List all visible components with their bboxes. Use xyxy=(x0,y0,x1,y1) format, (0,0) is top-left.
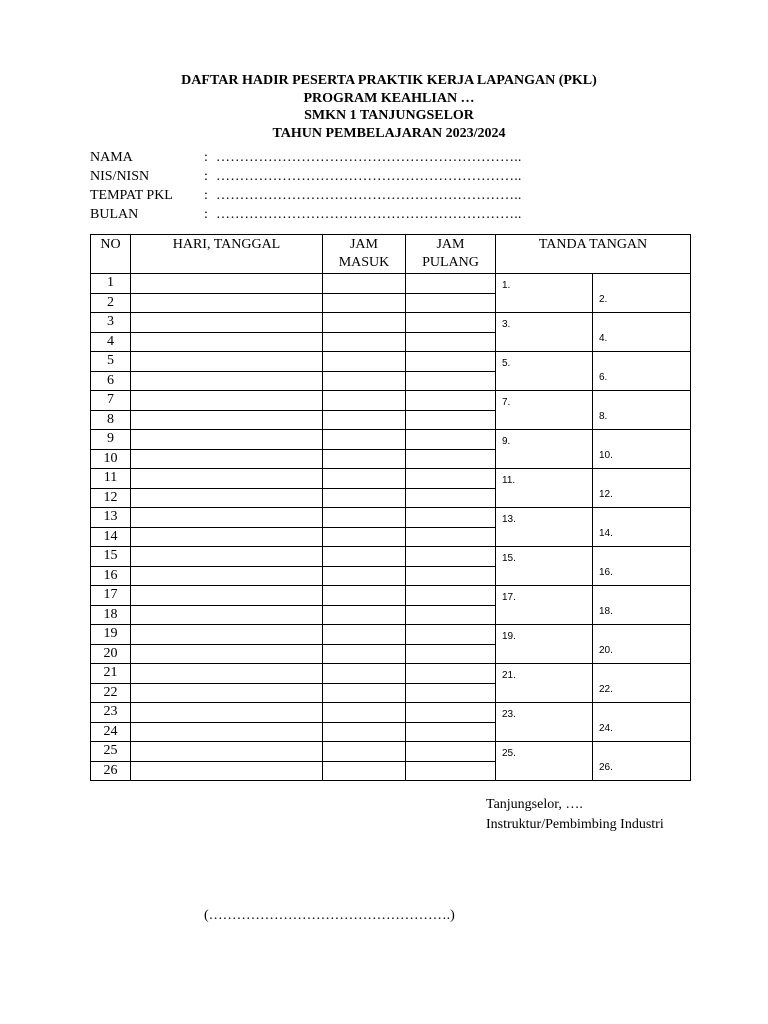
time-in-cell[interactable] xyxy=(323,625,406,645)
signature-number: 4. xyxy=(599,333,608,344)
signature-box-even[interactable] xyxy=(593,469,691,508)
field-label: TEMPAT PKL xyxy=(90,188,173,203)
signature-box-even[interactable] xyxy=(593,508,691,547)
signature-number: 16. xyxy=(599,567,613,578)
time-in-cell[interactable] xyxy=(323,410,406,430)
row-number: 20 xyxy=(91,644,131,664)
time-out-cell[interactable] xyxy=(406,566,496,586)
row-number: 16 xyxy=(91,566,131,586)
date-cell[interactable] xyxy=(131,722,323,742)
row-number: 21 xyxy=(91,664,131,684)
signature-number: 12. xyxy=(599,489,613,500)
row-number: 4 xyxy=(91,332,131,352)
field-colon: : xyxy=(204,207,208,222)
date-cell[interactable] xyxy=(131,371,323,391)
date-cell[interactable] xyxy=(131,742,323,762)
date-cell[interactable] xyxy=(131,449,323,469)
signature-number: 8. xyxy=(599,411,608,422)
time-out-cell[interactable] xyxy=(406,469,496,489)
row-number: 14 xyxy=(91,527,131,547)
time-in-cell[interactable] xyxy=(323,605,406,625)
table-row xyxy=(91,586,691,606)
table-row xyxy=(91,313,691,333)
signature-box-even[interactable] xyxy=(593,352,691,391)
table-row xyxy=(91,508,691,528)
header-time-in-line2: MASUK xyxy=(338,255,390,270)
field-fill-line[interactable]: ……………………………………………………….. xyxy=(216,169,522,184)
signature-number: 9. xyxy=(502,436,511,447)
time-out-cell[interactable] xyxy=(406,391,496,411)
signature-number: 21. xyxy=(502,670,516,681)
signature-number: 1. xyxy=(502,280,511,291)
signature-number: 6. xyxy=(599,372,608,383)
time-in-cell[interactable] xyxy=(323,391,406,411)
time-in-cell[interactable] xyxy=(323,293,406,313)
time-in-cell[interactable] xyxy=(323,644,406,664)
row-number: 12 xyxy=(91,488,131,508)
time-out-cell[interactable] xyxy=(406,761,496,781)
header-no: NO xyxy=(91,235,131,274)
date-cell[interactable] xyxy=(131,508,323,528)
signature-box-odd[interactable] xyxy=(496,703,593,742)
time-out-cell[interactable] xyxy=(406,410,496,430)
row-number: 13 xyxy=(91,508,131,528)
signature-box-odd[interactable] xyxy=(496,313,593,352)
row-number: 7 xyxy=(91,391,131,411)
date-cell[interactable] xyxy=(131,488,323,508)
time-out-cell[interactable] xyxy=(406,586,496,606)
row-number: 3 xyxy=(91,313,131,333)
date-cell[interactable] xyxy=(131,683,323,703)
row-number: 15 xyxy=(91,547,131,567)
signature-box-even[interactable] xyxy=(593,742,691,781)
signature-box-even[interactable] xyxy=(593,547,691,586)
date-cell[interactable] xyxy=(131,274,323,294)
time-out-cell[interactable] xyxy=(406,508,496,528)
time-in-cell[interactable] xyxy=(323,566,406,586)
time-in-cell[interactable] xyxy=(323,449,406,469)
signature-name-line[interactable]: (…………………………………………….) xyxy=(204,908,455,923)
table-row xyxy=(91,430,691,450)
date-cell[interactable] xyxy=(131,566,323,586)
signature-number: 10. xyxy=(599,450,613,461)
signature-box-odd[interactable] xyxy=(496,469,593,508)
field-label: BULAN xyxy=(90,207,139,222)
time-out-cell[interactable] xyxy=(406,293,496,313)
signature-number: 20. xyxy=(599,645,613,656)
signature-number: 7. xyxy=(502,397,511,408)
table-row xyxy=(91,664,691,684)
signature-number: 5. xyxy=(502,358,511,369)
row-number: 23 xyxy=(91,703,131,723)
date-cell[interactable] xyxy=(131,761,323,781)
row-number: 19 xyxy=(91,625,131,645)
date-cell[interactable] xyxy=(131,430,323,450)
signature-number: 25. xyxy=(502,748,516,759)
date-cell[interactable] xyxy=(131,644,323,664)
table-row xyxy=(91,391,691,411)
row-number: 10 xyxy=(91,449,131,469)
signature-box-even[interactable] xyxy=(593,391,691,430)
signature-role: Instruktur/Pembimbing Industri xyxy=(486,817,664,832)
signature-number: 15. xyxy=(502,553,516,564)
time-in-cell[interactable] xyxy=(323,508,406,528)
table-row xyxy=(91,625,691,645)
time-in-cell[interactable] xyxy=(323,586,406,606)
row-number: 8 xyxy=(91,410,131,430)
time-out-cell[interactable] xyxy=(406,332,496,352)
time-in-cell[interactable] xyxy=(323,430,406,450)
time-out-cell[interactable] xyxy=(406,430,496,450)
field-label: NAMA xyxy=(90,150,133,165)
row-number: 25 xyxy=(91,742,131,762)
time-in-cell[interactable] xyxy=(323,313,406,333)
table-row xyxy=(91,274,691,294)
signature-number: 26. xyxy=(599,762,613,773)
row-number: 1 xyxy=(91,274,131,294)
row-number: 22 xyxy=(91,683,131,703)
time-in-cell[interactable] xyxy=(323,488,406,508)
signature-box-odd[interactable] xyxy=(496,508,593,547)
signature-block xyxy=(486,795,664,835)
time-in-cell[interactable] xyxy=(323,332,406,352)
field-colon: : xyxy=(204,169,208,184)
signature-box-even[interactable] xyxy=(593,664,691,703)
signature-number: 24. xyxy=(599,723,613,734)
time-out-cell[interactable] xyxy=(406,722,496,742)
row-number: 11 xyxy=(91,469,131,489)
time-out-cell[interactable] xyxy=(406,527,496,547)
signature-box-odd[interactable] xyxy=(496,586,593,625)
time-in-cell[interactable] xyxy=(323,352,406,372)
time-out-cell[interactable] xyxy=(406,371,496,391)
signature-box-odd[interactable] xyxy=(496,391,593,430)
time-out-cell[interactable] xyxy=(406,352,496,372)
time-out-cell[interactable] xyxy=(406,742,496,762)
signature-number: 17. xyxy=(502,592,516,603)
table-header-row xyxy=(91,235,691,274)
time-in-cell[interactable] xyxy=(323,469,406,489)
row-number: 24 xyxy=(91,722,131,742)
field-fill-line[interactable]: ……………………………………………………….. xyxy=(216,188,522,203)
table-row xyxy=(91,742,691,762)
signature-box-odd[interactable] xyxy=(496,274,593,313)
field-colon: : xyxy=(204,188,208,203)
time-in-cell[interactable] xyxy=(323,703,406,723)
signature-number: 2. xyxy=(599,294,608,305)
signature-number: 23. xyxy=(502,709,516,720)
date-cell[interactable] xyxy=(131,625,323,645)
date-cell[interactable] xyxy=(131,703,323,723)
time-in-cell[interactable] xyxy=(323,664,406,684)
field-colon: : xyxy=(204,150,208,165)
signature-box-odd[interactable] xyxy=(496,664,593,703)
time-out-cell[interactable] xyxy=(406,683,496,703)
header-signature: TANDA TANGAN xyxy=(496,235,691,274)
time-out-cell[interactable] xyxy=(406,547,496,567)
table-row xyxy=(91,352,691,372)
signature-number: 22. xyxy=(599,684,613,695)
header-date: HARI, TANGGAL xyxy=(131,235,323,274)
attendance-table xyxy=(90,234,691,781)
document-title xyxy=(0,72,768,142)
date-cell[interactable] xyxy=(131,605,323,625)
time-out-cell[interactable] xyxy=(406,605,496,625)
time-out-cell[interactable] xyxy=(406,449,496,469)
row-number: 6 xyxy=(91,371,131,391)
time-out-cell[interactable] xyxy=(406,625,496,645)
signature-number: 13. xyxy=(502,514,516,525)
time-out-cell[interactable] xyxy=(406,274,496,294)
signature-box-even[interactable] xyxy=(593,430,691,469)
header-time-out xyxy=(406,235,496,274)
signature-box-odd[interactable] xyxy=(496,430,593,469)
signature-box-even[interactable] xyxy=(593,313,691,352)
date-cell[interactable] xyxy=(131,410,323,430)
header-time-out-line1: JAM xyxy=(436,237,465,252)
signature-box-odd[interactable] xyxy=(496,742,593,781)
field-fill-line[interactable]: ……………………………………………………….. xyxy=(216,207,522,222)
date-cell[interactable] xyxy=(131,391,323,411)
signature-number: 11. xyxy=(502,475,516,486)
header-time-in xyxy=(323,235,406,274)
title-line-3: SMKN 1 TANJUNGSELOR xyxy=(304,108,474,123)
time-out-cell[interactable] xyxy=(406,664,496,684)
signature-box-even[interactable] xyxy=(593,625,691,664)
row-number: 5 xyxy=(91,352,131,372)
header-time-out-line2: PULANG xyxy=(422,255,479,270)
row-number: 26 xyxy=(91,761,131,781)
date-cell[interactable] xyxy=(131,313,323,333)
time-out-cell[interactable] xyxy=(406,644,496,664)
table-row xyxy=(91,547,691,567)
date-cell[interactable] xyxy=(131,547,323,567)
signature-place-date: Tanjungselor, …. xyxy=(486,797,583,812)
row-number: 9 xyxy=(91,430,131,450)
title-line-2: PROGRAM KEAHLIAN … xyxy=(303,90,475,106)
title-line-1: DAFTAR HADIR PESERTA PRAKTIK KERJA LAPANGAN (PKL) xyxy=(181,73,597,88)
date-cell[interactable] xyxy=(131,293,323,313)
time-out-cell[interactable] xyxy=(406,313,496,333)
date-cell[interactable] xyxy=(131,527,323,547)
field-fill-line[interactable]: ……………………………………………………….. xyxy=(216,150,522,165)
table-body xyxy=(91,274,691,781)
date-cell[interactable] xyxy=(131,352,323,372)
signature-number: 19. xyxy=(502,631,516,642)
time-out-cell[interactable] xyxy=(406,703,496,723)
time-in-cell[interactable] xyxy=(323,683,406,703)
field-label: NIS/NISN xyxy=(90,169,150,184)
row-number: 18 xyxy=(91,605,131,625)
time-in-cell[interactable] xyxy=(323,547,406,567)
time-out-cell[interactable] xyxy=(406,488,496,508)
signature-box-even[interactable] xyxy=(593,586,691,625)
signature-number: 14. xyxy=(599,528,613,539)
signature-box-even[interactable] xyxy=(593,274,691,313)
time-in-cell[interactable] xyxy=(323,527,406,547)
signature-number: 18. xyxy=(599,606,613,617)
time-in-cell[interactable] xyxy=(323,722,406,742)
header-time-in-line1: JAM xyxy=(349,237,378,252)
signature-box-odd[interactable] xyxy=(496,547,593,586)
time-in-cell[interactable] xyxy=(323,742,406,762)
time-in-cell[interactable] xyxy=(323,274,406,294)
signature-number: 3. xyxy=(502,319,511,330)
signature-box-even[interactable] xyxy=(593,703,691,742)
signature-box-odd[interactable] xyxy=(496,352,593,391)
date-cell[interactable] xyxy=(131,469,323,489)
table-row xyxy=(91,469,691,489)
title-line-4: TAHUN PEMBELAJARAN 2023/2024 xyxy=(272,125,506,141)
time-in-cell[interactable] xyxy=(323,371,406,391)
date-cell[interactable] xyxy=(131,664,323,684)
date-cell[interactable] xyxy=(131,586,323,606)
time-in-cell[interactable] xyxy=(323,761,406,781)
row-number: 17 xyxy=(91,586,131,606)
row-number: 2 xyxy=(91,293,131,313)
date-cell[interactable] xyxy=(131,332,323,352)
signature-box-odd[interactable] xyxy=(496,625,593,664)
table-row xyxy=(91,703,691,723)
